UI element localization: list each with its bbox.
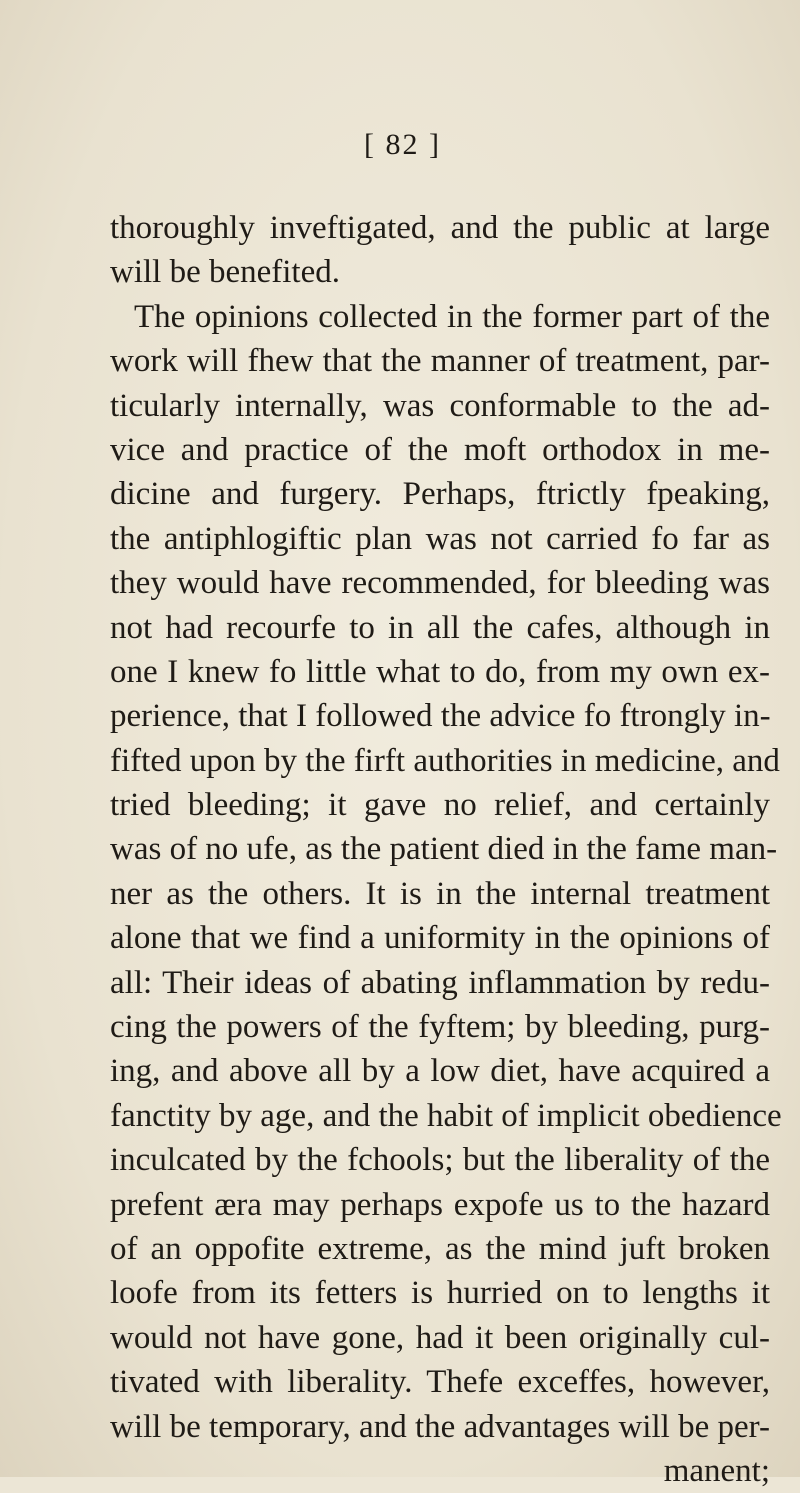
text-line: perience, that I followed the advice fo ftrongly in- xyxy=(110,698,771,735)
text-line: vice and practice of the moft orthodox in me- xyxy=(110,431,770,468)
text-line: fifted upon by the firft authorities in medicine, and xyxy=(110,742,780,779)
text-line: not had recourfe to in all the cafes, although in xyxy=(110,609,770,646)
page-number: [ 82 ] xyxy=(364,128,441,161)
text-line: ing, and above all by a low diet, have acquired a xyxy=(110,1053,770,1090)
text-line: inculcated by the fchools; but the liberality of the xyxy=(110,1142,770,1179)
text-line: thoroughly inveftigated, and the public at large xyxy=(110,210,770,246)
text-line: one I knew fo little what to do, from my own ex- xyxy=(110,653,770,690)
text-line: they would have recommended, for bleeding was xyxy=(110,565,770,602)
text-line: the antiphlogiftic plan was not carried fo far as xyxy=(110,520,770,557)
text-line: loofe from its fetters is hurried on to lengths it xyxy=(110,1275,770,1312)
text-line: The opinions collected in the former part of the xyxy=(134,298,770,335)
text-line: was of no ufe, as the patient died in the fame man- xyxy=(110,831,778,868)
text-line: fanctity by age, and the habit of implicit obedience xyxy=(110,1097,782,1134)
body-text xyxy=(110,206,782,1493)
text-line: work will fhew that the manner of treatment, par- xyxy=(110,343,770,380)
text-line: tried bleeding; it gave no relief, and certainly xyxy=(110,787,770,824)
text-line: ticularly internally, was conformable to the ad- xyxy=(110,387,770,424)
text-line: of an oppofite extreme, as the mind juft broken xyxy=(110,1230,770,1267)
text-line: will be benefited. xyxy=(110,254,341,291)
text-line: prefent æra may perhaps expofe us to the hazard xyxy=(110,1186,770,1223)
text-line: tivated with liberality. Thefe exceffes, however, xyxy=(110,1364,770,1401)
text-line: all: Their ideas of abating inflammation by redu- xyxy=(110,964,770,1001)
catchword: manent; xyxy=(663,1452,770,1489)
text-line: dicine and furgery. Perhaps, ftrictly fpeaking, xyxy=(110,476,770,513)
text-line: would not have gone, had it been originally cul- xyxy=(110,1319,770,1356)
text-line: cing the powers of the fyftem; by bleeding, purg- xyxy=(110,1009,770,1046)
text-line: will be temporary, and the advantages will be per- xyxy=(110,1408,770,1445)
text-line: ner as the others. It is in the internal treatment xyxy=(110,875,770,912)
text-line: alone that we find a uniformity in the opinions of xyxy=(110,920,770,957)
